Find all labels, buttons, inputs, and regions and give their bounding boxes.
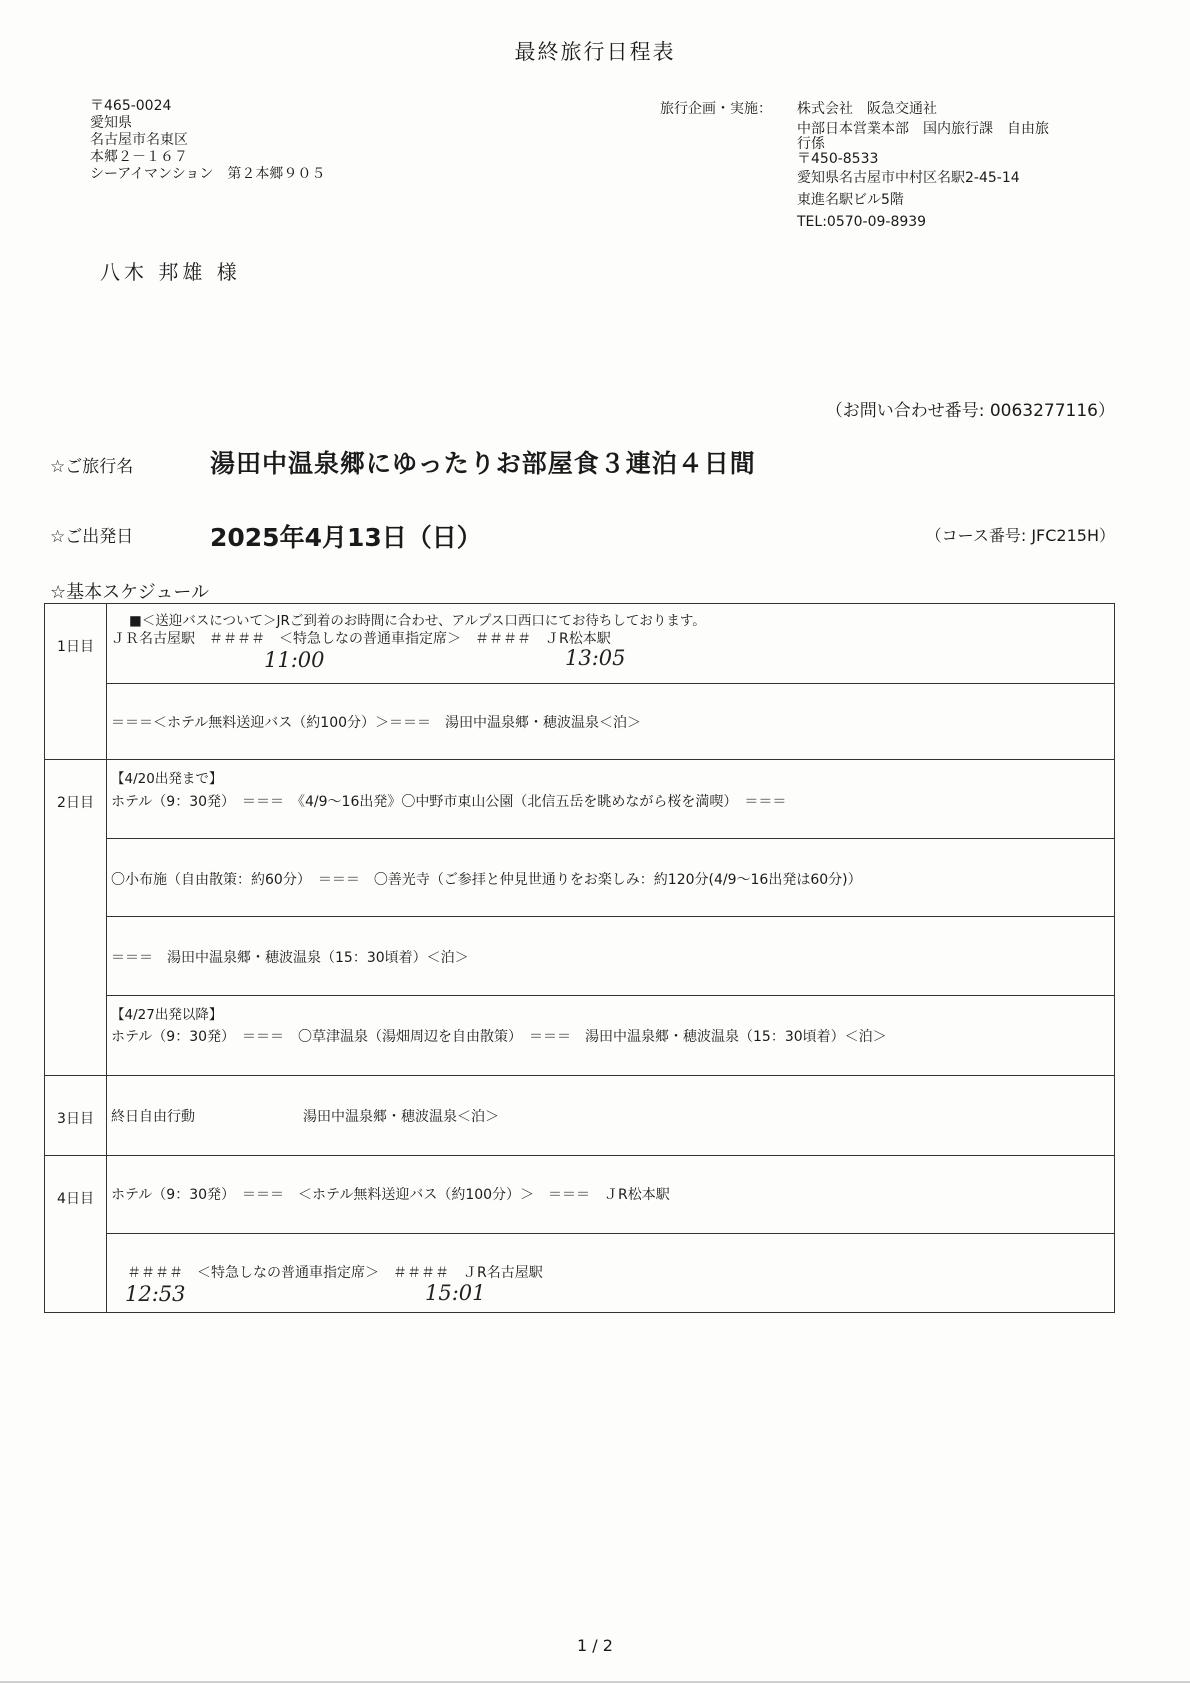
departure-date-label: ☆ご出発日 (50, 527, 134, 547)
agency-company: 株式会社 阪急交通社 (797, 101, 937, 117)
schedule-label: ☆基本スケジュール (50, 582, 210, 603)
handwritten-departure-time: 12:53 (125, 1282, 186, 1306)
bus-note: ■＜送迎バスについて＞JRご到着のお時間に合わせ、アルプス口西口にてお待ちしております。 (129, 613, 706, 629)
recipient-building: シーアイマンション 第２本郷９０５ (90, 166, 326, 182)
day-3-row (107, 1076, 1115, 1156)
agency-tel: TEL:0570-09-8939 (797, 214, 927, 230)
handwritten-arrival-time: 15:01 (425, 1281, 486, 1305)
inquiry-number: （お問い合わせ番号: 0063277116） (825, 401, 1115, 421)
day-1-label: 1日目 (45, 604, 107, 760)
day-2-plan-a-line-3: ＝＝＝ 湯田中温泉郷・穂波温泉（15：30頃着）＜泊＞ (111, 950, 469, 966)
day-3-hotel: 湯田中温泉郷・穂波温泉＜泊＞ (303, 1109, 499, 1125)
day-2-plan-a-line-2: 〇小布施（自由散策：約60分） ＝＝＝ 〇善光寺（ご参拝と仲見世通りをお楽しみ：約120分(4/9～16出発は60分)） (111, 872, 862, 888)
agency-address: 愛知県名古屋市中村区名駅2-45-14 (797, 170, 1020, 186)
day-1-row-1 (107, 604, 1115, 684)
day-1-bus-line: ＝＝＝＜ホテル無料送迎バス（約100分）＞＝＝＝ 湯田中温泉郷・穂波温泉＜泊＞ (111, 715, 642, 731)
day-2-row-1 (107, 760, 1115, 839)
recipient-city: 名古屋市名東区 (90, 132, 188, 148)
course-number: （コース番号: JFC215H） (925, 526, 1115, 545)
day-4-label: 4日目 (45, 1156, 107, 1313)
day-2-plan-a-line-1: ホテル（9：30発） ＝＝＝ 《4/9～16出発》〇中野市東山公園（北信五岳を眺めながら桜を満喫） ＝＝＝ (111, 794, 787, 810)
agency-dept-cont: 行係 (797, 136, 825, 152)
recipient-address (90, 98, 325, 183)
day-2-plan-b-line-1: ホテル（9：30発） ＝＝＝ 〇草津温泉（湯畑周辺を自由散策） ＝＝＝ 湯田中温泉郷・穂波温泉（15：30頃着）＜泊＞ (111, 1029, 887, 1045)
day-2-row-3 (107, 917, 1115, 996)
day-4-train-line: ＃＃＃＃ ＜特急しなの普通車指定席＞ ＃＃＃＃ ＪR名古屋駅 (127, 1265, 543, 1281)
day-2-row-4 (107, 996, 1115, 1076)
schedule-table (44, 603, 1115, 1313)
document-title: 最終旅行日程表 (514, 40, 676, 64)
tour-name: 湯田中温泉郷にゆったりお部屋食３連泊４日間 (210, 449, 756, 478)
day-4-bus-line: ホテル（9：30発） ＝＝＝ ＜ホテル無料送迎バス（約100分）＞ ＝＝＝ ＪR松本駅 (111, 1187, 670, 1203)
agency-postal: 〒450-8533 (797, 151, 879, 167)
day-1-train-line: ＪＲ名古屋駅 ＃＃＃＃ ＜特急しなの普通車指定席＞ ＃＃＃＃ ＪR松本駅 (111, 631, 611, 647)
recipient-prefecture: 愛知県 (90, 115, 132, 131)
day-2-row-2 (107, 839, 1115, 917)
day-4-row-1 (107, 1156, 1115, 1234)
day-3-free-day: 終日自由行動 (111, 1109, 195, 1125)
day-2-label: 2日目 (45, 760, 107, 1076)
departure-date: 2025年4月13日（日） (210, 523, 482, 552)
agency-label: 旅行企画・実施： (660, 101, 772, 117)
day-3-label: 3日目 (45, 1076, 107, 1156)
page-number: 1 / 2 (577, 1636, 613, 1655)
agency-dept: 中部日本営業本部 国内旅行課 自由旅 (797, 121, 1049, 137)
day-2-plan-a-heading: 【4/20出発まで】 (111, 771, 223, 787)
customer-name: 八木 邦雄 様 (100, 260, 241, 284)
day-1-row-2 (107, 684, 1115, 760)
day-4-row-2 (107, 1234, 1115, 1313)
tour-name-label: ☆ご旅行名 (50, 457, 134, 477)
day-2-plan-b-heading: 【4/27出発以降】 (111, 1007, 223, 1023)
agency-info (797, 98, 1049, 233)
agency-building: 東進名駅ビル5階 (797, 192, 904, 208)
handwritten-departure-time: 11:00 (264, 648, 325, 672)
recipient-postal: 〒465-0024 (90, 98, 172, 114)
recipient-street: 本郷２－１６７ (90, 149, 188, 165)
handwritten-arrival-time: 13:05 (565, 646, 626, 670)
